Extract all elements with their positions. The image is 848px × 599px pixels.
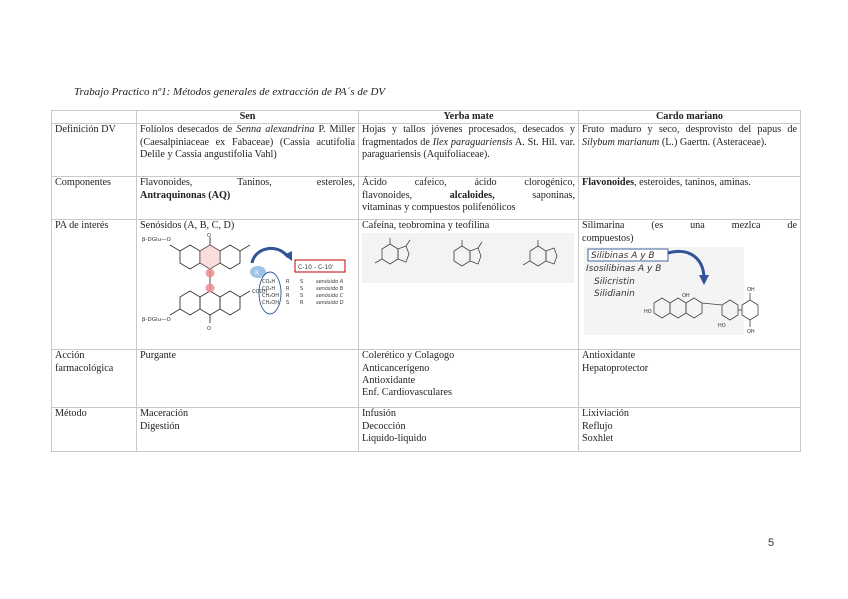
row-label-metodo: Método xyxy=(52,408,137,452)
cell-metodo-cardo: Lixiviación Reflujo Soxhlet xyxy=(579,408,801,452)
svg-text:O: O xyxy=(207,325,211,332)
svg-text:β-DGlu—O: β-DGlu—O xyxy=(142,316,171,323)
row-label-definicion: Definición DV xyxy=(52,124,137,177)
cell-pa-sen: Senósidos (A, B, C, D) β-DGlu—O β-DGlu—O COOH O O R C-10 - C-10' CO₂H CO₂H CH₂OH CH₂OH R R R S S S S R senósido A senósido B senósido C senósido D xyxy=(137,220,359,350)
svg-text:S: S xyxy=(300,285,304,292)
svg-text:R: R xyxy=(286,278,290,285)
xanthine-structures-figure xyxy=(362,233,574,283)
svg-text:Silidianin: Silidianin xyxy=(594,288,635,299)
cell-componentes-yerba: Ácido cafeico, ácido clorogénico, flavonoides, alcaloides, saponinas, vitaminas y compuestos polifenólicos xyxy=(359,177,579,220)
svg-text:OH: OH xyxy=(747,286,755,293)
cell-definicion-yerba: Hojas y tallos jóvenes procesados, desecados y fragmentados de Ilex paraguariensis A. St. Hil. var. paraguariensis (Aquifoliaceae). xyxy=(359,124,579,177)
page-number: 5 xyxy=(768,537,775,549)
svg-text:R: R xyxy=(286,285,290,292)
svg-text:HO: HO xyxy=(644,308,652,315)
row-definicion xyxy=(52,124,801,177)
svg-text:COOH: COOH xyxy=(252,288,268,295)
arrow-icon xyxy=(252,248,288,263)
svg-text:R: R xyxy=(300,299,304,306)
svg-text:C-10 - C-10': C-10 - C-10' xyxy=(298,263,334,271)
svg-text:senósido C: senósido C xyxy=(316,292,344,299)
svg-text:S: S xyxy=(300,292,304,299)
svg-text:O: O xyxy=(207,232,211,239)
cell-metodo-sen: Maceración Digestión xyxy=(137,408,359,452)
svg-text:S: S xyxy=(300,278,304,285)
cell-accion-cardo: Antioxidante Hepatoprotector xyxy=(579,350,801,408)
svg-text:R: R xyxy=(255,269,260,277)
svg-text:HO: HO xyxy=(718,322,726,329)
document-title: Trabajo Practico nº1: Métodos generales de extracción de PA´s de DV xyxy=(74,86,386,98)
svg-text:senósido B: senósido B xyxy=(316,285,344,292)
c10-highlight xyxy=(206,268,215,277)
svg-text:Isosilibinas A y B: Isosilibinas A y B xyxy=(586,263,662,274)
header-row xyxy=(52,111,801,124)
row-label-pa: PA de interés xyxy=(52,220,137,350)
row-label-accion: Acción farmacológica xyxy=(52,350,137,408)
row-metodo xyxy=(52,408,801,452)
comparison-table xyxy=(51,110,801,452)
header-yerba-mate: Yerba mate xyxy=(359,111,579,124)
c10-prime-highlight xyxy=(206,283,215,292)
cell-definicion-sen: Folíolos desecados de Senna alexandrina P. Miller (Caesalpiniaceae ex Fabaceae) (Cassia acutifolia Delile y Cassia angustifolia Vahl) xyxy=(137,124,359,177)
svg-text:OH: OH xyxy=(747,328,755,335)
svg-text:senósido D: senósido D xyxy=(316,299,344,306)
svg-text:R: R xyxy=(286,292,290,299)
cell-accion-yerba: Colerético y Colagogo Anticancerígeno Antioxidante Enf. Cardiovasculares xyxy=(359,350,579,408)
svg-text:Silicristin: Silicristin xyxy=(594,276,635,287)
row-componentes xyxy=(52,177,801,220)
header-cardo-mariano: Cardo mariano xyxy=(579,111,801,124)
svg-text:senósido A: senósido A xyxy=(316,278,344,285)
header-empty xyxy=(52,111,137,124)
svg-text:CO₂H: CO₂H xyxy=(262,278,276,285)
cell-componentes-sen: Flavonoides, Taninos, esteroles, Antraquinonas (AQ) xyxy=(137,177,359,220)
sennoside-structure-figure xyxy=(140,233,355,338)
cell-definicion-cardo: Fruto maduro y seco, desprovisto del papus de Silybum marianum (L.) Gaertn. (Asteraceae). xyxy=(579,124,801,177)
svg-text:β-DGlu—O: β-DGlu—O xyxy=(142,236,171,243)
header-sen: Sen xyxy=(137,111,359,124)
svg-text:OH: OH xyxy=(682,292,690,299)
cell-metodo-yerba: Infusión Decocción Liquido-liquido xyxy=(359,408,579,452)
cell-componentes-cardo: Flavonoides, esteroides, taninos, aminas. xyxy=(579,177,801,220)
silymarin-structure-figure xyxy=(582,245,794,337)
svg-text:Silibinas A y B: Silibinas A y B xyxy=(591,250,655,261)
row-pa-interes xyxy=(52,220,801,350)
cell-pa-yerba: Cafeína, teobromina y teofilina xyxy=(359,220,579,350)
row-accion xyxy=(52,350,801,408)
svg-text:CH₂OH: CH₂OH xyxy=(262,292,279,299)
row-label-componentes: Componentes xyxy=(52,177,137,220)
svg-text:CH₂OH: CH₂OH xyxy=(262,299,279,306)
svg-text:S: S xyxy=(286,299,290,306)
svg-text:CO₂H: CO₂H xyxy=(262,285,276,292)
cell-accion-sen: Purgante xyxy=(137,350,359,408)
cell-pa-cardo: Silimarina (es una mezlca de compuestos) Silibinas A y B Isosilibinas A y B Silicristin Silidianin OH HO OH HO OH xyxy=(579,220,801,350)
